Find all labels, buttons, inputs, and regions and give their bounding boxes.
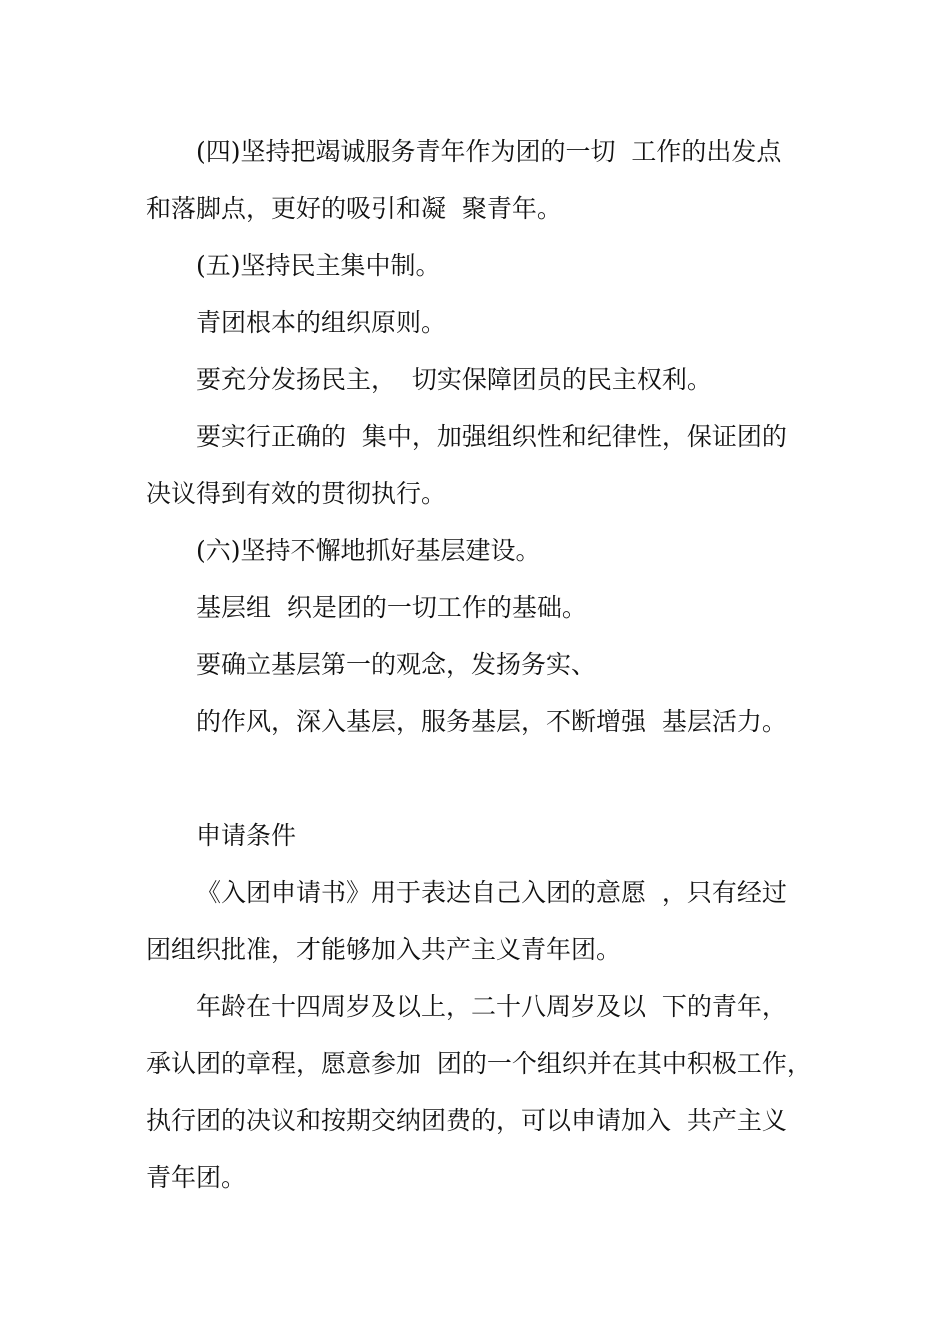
paragraph-line: 要充分发扬民主， 切实保障团员的民主权利。 bbox=[196, 365, 712, 394]
paragraph-line: (四)坚持把竭诚服务青年作为团的一切 工作的出发点 bbox=[196, 137, 782, 166]
paragraph-line: 要实行正确的 集中，加强组织性和纪律性，保证团的 bbox=[196, 422, 787, 451]
paragraph-line: 年龄在十四周岁及以上，二十八周岁及以 下的青年， bbox=[196, 992, 787, 1021]
paragraph-line: (五)坚持民主集中制。 bbox=[196, 251, 441, 280]
paragraph-line: 的作风，深入基层，服务基层，不断增强 基层活力。 bbox=[196, 707, 787, 736]
paragraph-line: 团组织批准，才能够加入共产主义青年团。 bbox=[146, 935, 622, 964]
paragraph-line: 决议得到有效的贯彻执行。 bbox=[146, 479, 447, 508]
paragraph-line: 要确立基层第一的观念，发扬务实、 bbox=[196, 650, 597, 679]
paragraph-line: 执行团的决议和按期交纳团费的，可以申请加入 共产主义 bbox=[146, 1106, 787, 1135]
paragraph-line: 基层组 织是团的一切工作的基础。 bbox=[196, 593, 587, 622]
paragraph-line: (六)坚持不懈地抓好基层建设。 bbox=[196, 536, 541, 565]
section-heading: 申请条件 bbox=[196, 821, 297, 850]
paragraph-line: 《入团申请书》用于表达自己入团的意愿 ，只有经过 bbox=[196, 878, 787, 907]
paragraph-line: 和落脚点，更好的吸引和凝 聚青年。 bbox=[146, 194, 562, 223]
paragraph-line: 承认团的章程，愿意参加 团的一个组织并在其中积极工作， bbox=[146, 1049, 812, 1078]
paragraph-line: 青团根本的组织原则。 bbox=[196, 308, 447, 337]
paragraph-line: 青年团。 bbox=[146, 1163, 247, 1192]
